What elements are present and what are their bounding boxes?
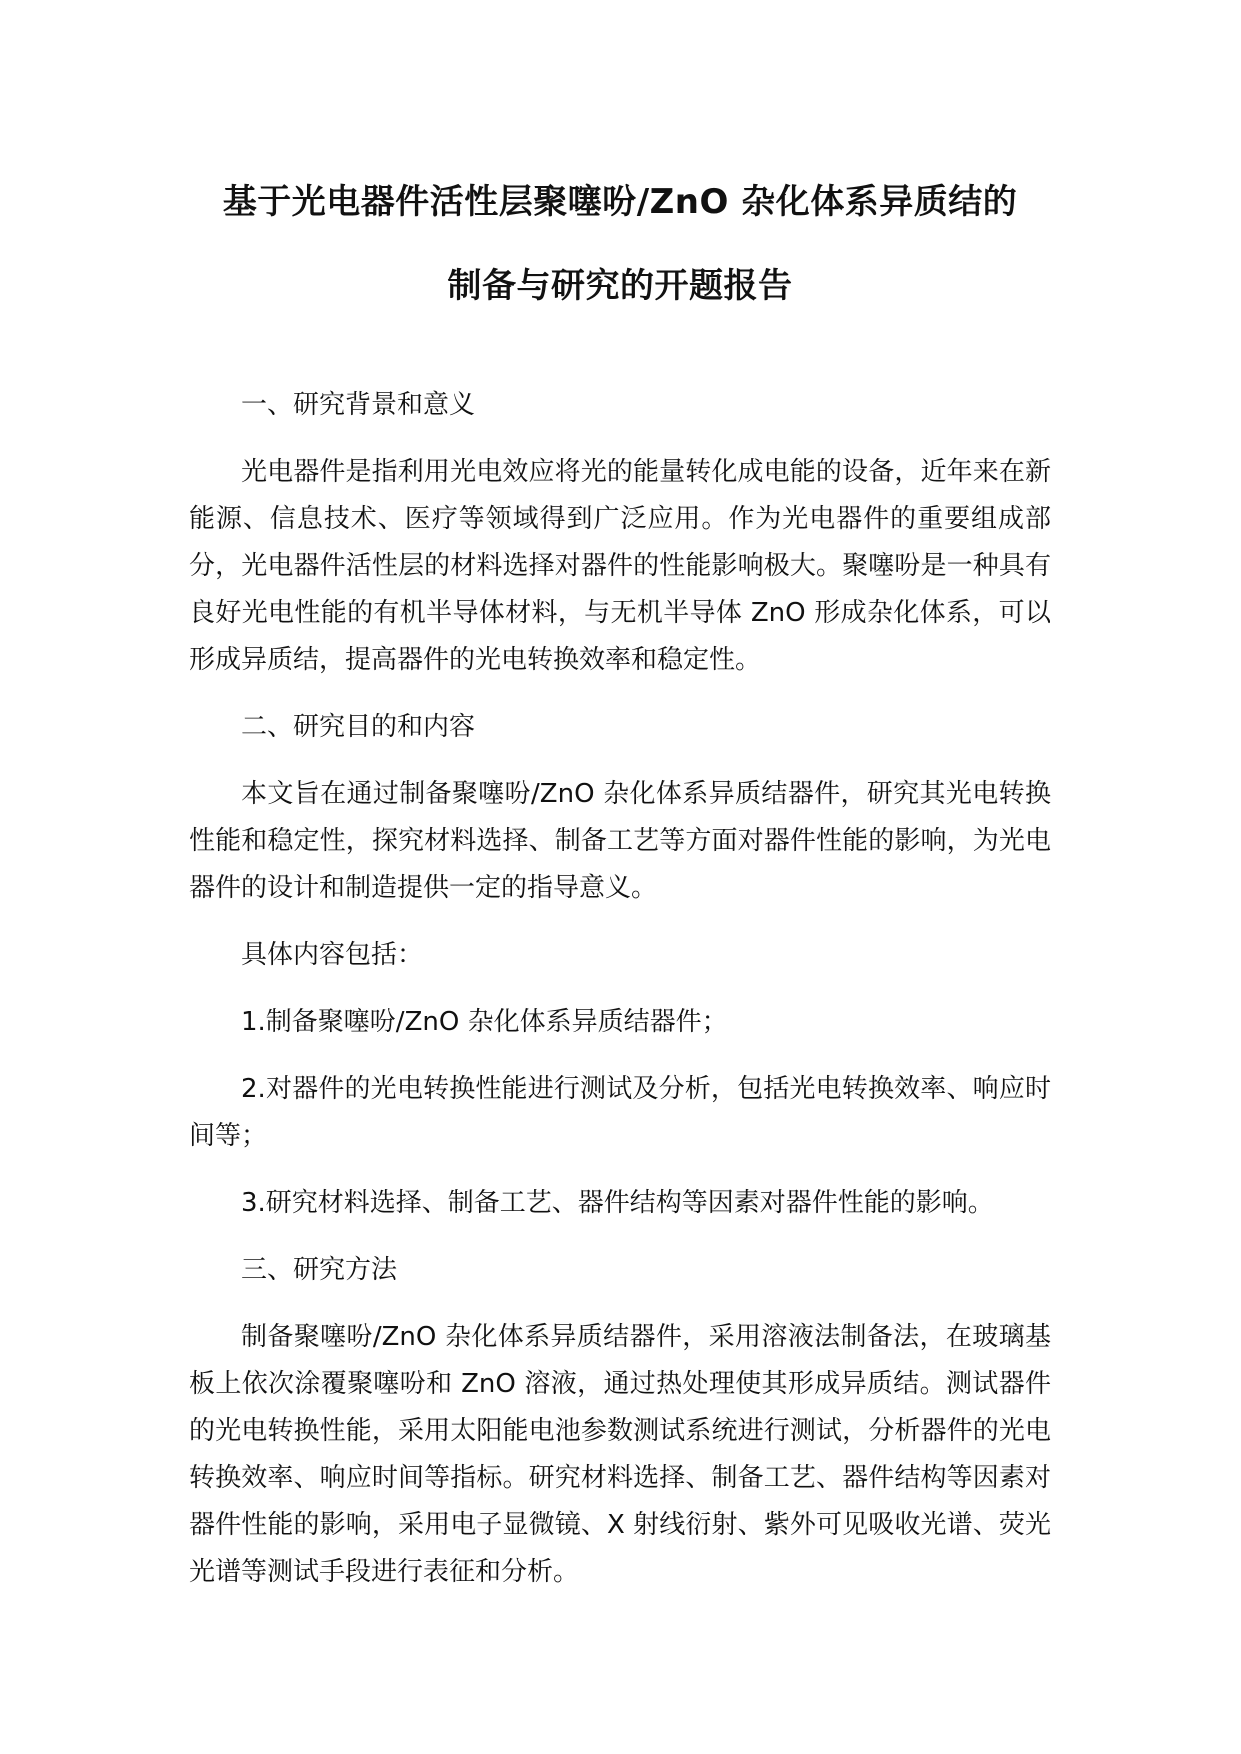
document-body	[189, 382, 1051, 1596]
section-2-heading: 二、研究目的和内容	[241, 712, 476, 742]
section-2-paragraph: 本文旨在通过制备聚噻吩/ZnO 杂化体系异质结器件，研究其光电转换性能和稳定性，探究材料选择、制备工艺等方面对器件性能的影响，为光电器件的设计和制造提供一定的指导意义。	[189, 779, 1051, 903]
list-item-3: 3.研究材料选择、制备工艺、器件结构等因素对器件性能的影响。	[241, 1188, 994, 1218]
section-3-heading: 三、研究方法	[241, 1255, 398, 1285]
list-intro: 具体内容包括：	[241, 940, 424, 970]
section-1-heading: 一、研究背景和意义	[241, 390, 476, 420]
list-item-1: 1.制备聚噻吩/ZnO 杂化体系异质结器件；	[241, 1007, 728, 1037]
document-title-line-2: 制备与研究的开题报告	[447, 266, 793, 306]
section-3-paragraph: 制备聚噻吩/ZnO 杂化体系异质结器件，采用溶液法制备法，在玻璃基板上依次涂覆聚噻吩和 ZnO 溶液，通过热处理使其形成异质结。测试器件的光电转换性能，采用太阳能电池参数测试系统进行测试，分析器件的光电转换效率、响应时间等指标。研究材料选择、制备工艺、器件结构等因素对器件性能的影响，采用电子显微镜、X 射线衍射、紫外可见吸收光谱、荧光光谱等测试手段进行表征和分析。	[189, 1322, 1051, 1587]
section-1-paragraph: 光电器件是指利用光电效应将光的能量转化成电能的设备，近年来在新能源、信息技术、医疗等领域得到广泛应用。作为光电器件的重要组成部分，光电器件活性层的材料选择对器件的性能影响极大。聚噻吩是一种具有良好光电性能的有机半导体材料，与无机半导体 ZnO 形成杂化体系，可以形成异质结，提高器件的光电转换效率和稳定性。	[189, 457, 1051, 675]
document-title-line-1: 基于光电器件活性层聚噻吩/ZnO 杂化体系异质结的	[222, 182, 1018, 222]
list-item-2: 2.对器件的光电转换性能进行测试及分析，包括光电转换效率、响应时间等；	[189, 1074, 1051, 1151]
